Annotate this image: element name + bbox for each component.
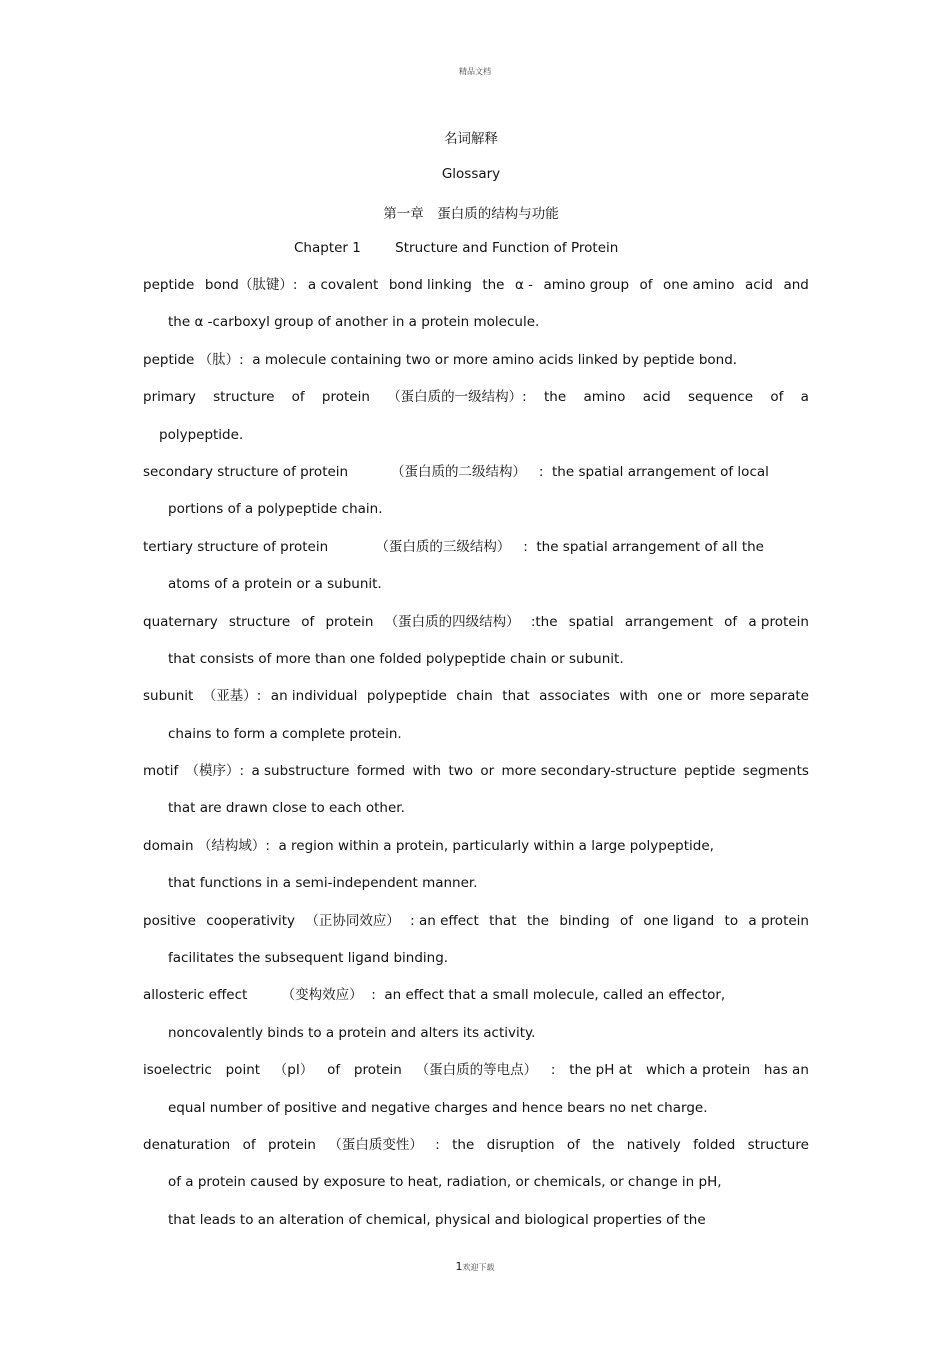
glossary-word: more separate [710, 688, 809, 705]
glossary-word: : an effect [410, 912, 479, 929]
glossary-word: sequence [687, 389, 754, 406]
glossary-word: structure [213, 389, 275, 406]
glossary-word: a covalent [307, 277, 379, 293]
glossary-word: protein [353, 1062, 402, 1079]
glossary-line: of a protein caused by exposure to heat, radiation, or chemicals, or change in pH, [168, 1174, 722, 1191]
glossary-line: chains to form a complete protein. [168, 725, 402, 742]
glossary-line: polypeptide. [159, 426, 244, 443]
glossary-word: disruption [486, 1136, 555, 1153]
glossary-word: or [480, 763, 495, 780]
glossary-word: （正协同效应） [305, 912, 400, 929]
glossary-word: protein [325, 613, 374, 630]
glossary-word: isoelectric [143, 1062, 212, 1079]
glossary-word: :the [530, 613, 558, 630]
glossary-word: protein [267, 1136, 316, 1153]
page-footer [0, 1260, 950, 1273]
glossary-line: that leads to an alteration of chemical, physical and biological properties of the [168, 1211, 706, 1228]
glossary-word: the [544, 389, 567, 406]
glossary-word: the [452, 1136, 475, 1153]
glossary-word: protein [321, 389, 370, 406]
glossary-word: folded [693, 1136, 736, 1153]
glossary-word: α - [514, 277, 534, 293]
glossary-word: one ligand [643, 912, 715, 929]
glossary-word: binding [559, 912, 610, 929]
glossary-word: that [502, 688, 530, 705]
glossary-word: structure [747, 1136, 809, 1153]
glossary-title-english: Glossary [441, 166, 501, 182]
glossary-word: （模序）: [185, 763, 245, 780]
glossary-word: the [526, 912, 549, 929]
glossary-line: secondary structure of protein （蛋白质的二级结构） : the spatial arrangement of local [143, 463, 769, 480]
glossary-line [143, 911, 809, 948]
glossary-word: a protein [748, 613, 809, 630]
glossary-word: has an [763, 1062, 809, 1079]
glossary-word: （蛋白质变性） [328, 1136, 423, 1153]
glossary-line [143, 686, 809, 723]
page-number: 1 [455, 1260, 463, 1273]
glossary-word: polypeptide [366, 688, 447, 705]
glossary-word: of [639, 277, 653, 293]
glossary-word: of [566, 1136, 580, 1153]
glossary-word: （蛋白质的等电点） [415, 1062, 538, 1079]
glossary-word: （pI） [273, 1062, 314, 1079]
glossary-word: the [482, 277, 505, 293]
glossary-line: tertiary structure of protein （蛋白质的三级结构） : the spatial arrangement of all the [143, 538, 764, 555]
glossary-word: of [327, 1062, 341, 1079]
chapter-heading-english: Chapter 1 Structure and Function of Protein [294, 240, 619, 256]
glossary-word: a substructure [251, 763, 350, 780]
glossary-word: of [619, 912, 633, 929]
glossary-line: that functions in a semi-independent manner. [168, 875, 478, 892]
glossary-word: and [783, 277, 809, 293]
glossary-line: facilitates the subsequent ligand binding. [168, 950, 449, 967]
glossary-word: denaturation [143, 1136, 231, 1153]
chapter-heading-chinese: 第一章 蛋白质的结构与功能 [383, 206, 559, 222]
glossary-word: （蛋白质的一级结构）: [387, 389, 527, 406]
glossary-word: that [489, 912, 517, 929]
glossary-line [143, 387, 809, 424]
glossary-word: peptide [143, 277, 195, 293]
glossary-word: positive [143, 912, 196, 929]
glossary-word: （亚基）: [202, 688, 262, 705]
glossary-word: structure [228, 613, 291, 630]
glossary-word: to [724, 912, 739, 929]
glossary-word: associates [539, 688, 610, 705]
glossary-line: portions of a polypeptide chain. [168, 501, 383, 518]
glossary-word: peptide [683, 763, 736, 780]
glossary-word: chain [456, 688, 493, 705]
glossary-line [143, 1060, 809, 1097]
glossary-line: equal number of positive and negative charges and hence bears no net charge. [168, 1099, 708, 1116]
glossary-entries [143, 275, 809, 1247]
glossary-word: spatial [568, 613, 614, 630]
glossary-word: of [724, 613, 738, 630]
glossary-line: the α -carboxyl group of another in a protein molecule. [168, 314, 540, 331]
glossary-word: the pH at [569, 1062, 633, 1079]
glossary-line: that are drawn close to each other. [168, 800, 405, 817]
glossary-word: which a protein [645, 1062, 751, 1079]
glossary-line: that consists of more than one folded polypeptide chain or subunit. [168, 650, 624, 667]
glossary-line [143, 612, 809, 649]
glossary-word: acid [642, 389, 671, 406]
glossary-word: bond（肽键）: [204, 277, 298, 293]
glossary-title-chinese: 名词解释 [444, 131, 498, 147]
glossary-word: motif [143, 763, 179, 780]
glossary-word: : [435, 1136, 440, 1153]
glossary-line: peptide （肽）: a molecule containing two or more amino acids linked by peptide bond. [143, 351, 738, 368]
glossary-word: with [412, 763, 442, 780]
glossary-word: two [448, 763, 474, 780]
glossary-word: more secondary-structure [501, 763, 677, 780]
glossary-word: of [291, 389, 305, 406]
glossary-word: arrangement [624, 613, 713, 630]
glossary-word: segments [742, 763, 809, 780]
glossary-word: of [301, 613, 315, 630]
glossary-word: of [242, 1136, 256, 1153]
glossary-word: a protein [748, 912, 809, 929]
glossary-word: bond linking [388, 277, 472, 293]
glossary-word: one amino [663, 277, 735, 293]
glossary-line [143, 761, 809, 798]
glossary-word: amino group [543, 277, 630, 293]
glossary-word: formed [356, 763, 406, 780]
glossary-word: point [225, 1062, 261, 1079]
glossary-line: allosteric effect （变构效应） : an effect that a small molecule, called an effector, [143, 987, 726, 1004]
glossary-word: （蛋白质的四级结构） [384, 613, 520, 630]
glossary-word: an individual [270, 688, 358, 705]
glossary-word: cooperativity [206, 912, 295, 929]
glossary-word: quaternary [143, 613, 218, 630]
glossary-word: natively [626, 1136, 681, 1153]
glossary-word: : [550, 1062, 556, 1079]
glossary-word: one or [657, 688, 701, 705]
glossary-line [143, 1135, 809, 1172]
glossary-line: domain （结构域）: a region within a protein, particularly within a large polypeptide, [143, 837, 714, 854]
glossary-line: noncovalently binds to a protein and alters its activity. [168, 1024, 536, 1041]
glossary-line [143, 275, 809, 312]
glossary-word: primary [143, 389, 196, 406]
glossary-line: atoms of a protein or a subunit. [168, 576, 382, 593]
glossary-word: acid [744, 277, 773, 293]
glossary-word: the [592, 1136, 615, 1153]
page-header-note: 精品文档 [459, 67, 491, 76]
glossary-word: a [800, 389, 809, 406]
glossary-word: subunit [143, 688, 194, 705]
glossary-word: with [619, 688, 648, 705]
page-footer-note: 欢迎下载 [462, 1263, 495, 1272]
glossary-word: amino [583, 389, 626, 406]
glossary-word: of [770, 389, 784, 406]
